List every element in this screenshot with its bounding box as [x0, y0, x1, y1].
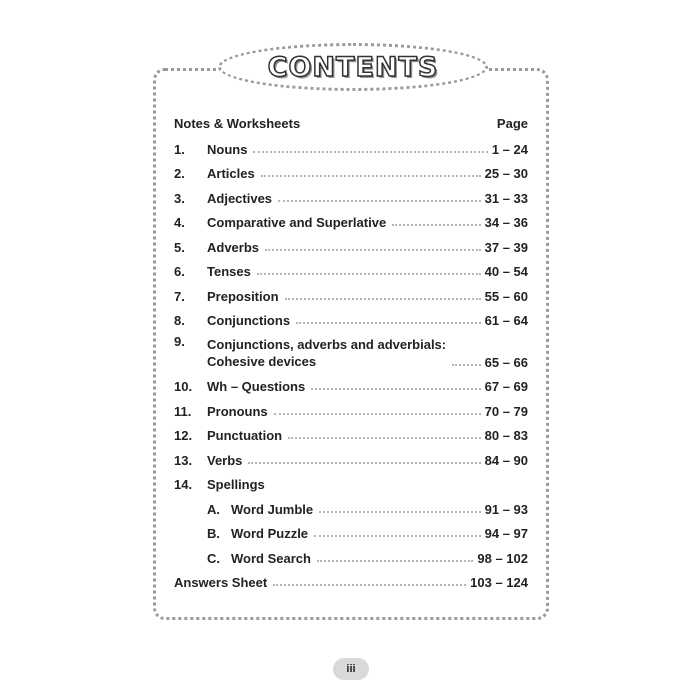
toc-entry-tenses[interactable]: 6. Tenses 40 – 54 — [174, 264, 528, 279]
dot-leader — [253, 151, 487, 153]
dot-leader — [248, 462, 480, 464]
dot-leader — [317, 560, 473, 562]
dot-leader — [274, 413, 481, 415]
toc-entry-comparative[interactable]: 4. Comparative and Superlative 34 – 36 — [174, 215, 528, 230]
page-number-badge: iii — [333, 658, 369, 680]
toc-entry-spellings: 14. Spellings — [174, 477, 265, 492]
toc-entry-word-jumble[interactable]: A. Word Jumble 91 – 93 — [207, 502, 528, 517]
dot-leader — [261, 175, 481, 177]
toc-entry-word-puzzle[interactable]: B. Word Puzzle 94 – 97 — [207, 526, 528, 541]
dot-leader — [285, 298, 481, 300]
dot-leader — [296, 322, 481, 324]
page-title: CONTENTS — [267, 51, 439, 83]
toc-entry-nouns[interactable]: 1. Nouns 1 – 24 — [174, 142, 528, 157]
title-banner — [218, 43, 488, 91]
toc-entry-pronouns[interactable]: 11. Pronouns 70 – 79 — [174, 404, 528, 419]
dot-leader — [257, 273, 481, 275]
header-notes-worksheets: Notes & Worksheets — [174, 116, 301, 131]
dot-leader — [288, 437, 481, 439]
dot-leader — [392, 224, 480, 226]
dot-leader — [273, 584, 466, 586]
dot-leader — [319, 511, 481, 513]
column-header — [174, 116, 528, 131]
toc-entry-word-search[interactable]: C. Word Search 98 – 102 — [207, 551, 528, 566]
toc-entry-answers-sheet[interactable]: Answers Sheet 103 – 124 — [174, 575, 528, 590]
toc-entry-conjunctions[interactable]: 8. Conjunctions 61 – 64 — [174, 313, 528, 328]
header-page: Page — [496, 116, 528, 131]
toc-entry-articles[interactable]: 2. Articles 25 – 30 — [174, 166, 528, 181]
toc-entry-punctuation[interactable]: 12. Punctuation 80 – 83 — [174, 428, 528, 443]
dot-leader — [314, 535, 481, 537]
dot-leader — [311, 388, 480, 390]
dot-leader — [265, 249, 481, 251]
toc-entry-adjectives[interactable]: 3. Adjectives 31 – 33 — [174, 191, 528, 206]
dot-leader — [278, 200, 481, 202]
toc-entry-verbs[interactable]: 13. Verbs 84 – 90 — [174, 453, 528, 468]
toc-entry-cohesive-devices[interactable]: 9. Conjunctions, adverbs and adverbials: Cohesive devices 65 – 66 — [174, 334, 528, 370]
toc-entry-wh-questions[interactable]: 10. Wh – Questions 67 – 69 — [174, 379, 528, 394]
dot-leader — [452, 364, 481, 366]
toc-entry-preposition[interactable]: 7. Preposition 55 – 60 — [174, 289, 528, 304]
toc-entry-adverbs[interactable]: 5. Adverbs 37 – 39 — [174, 240, 528, 255]
